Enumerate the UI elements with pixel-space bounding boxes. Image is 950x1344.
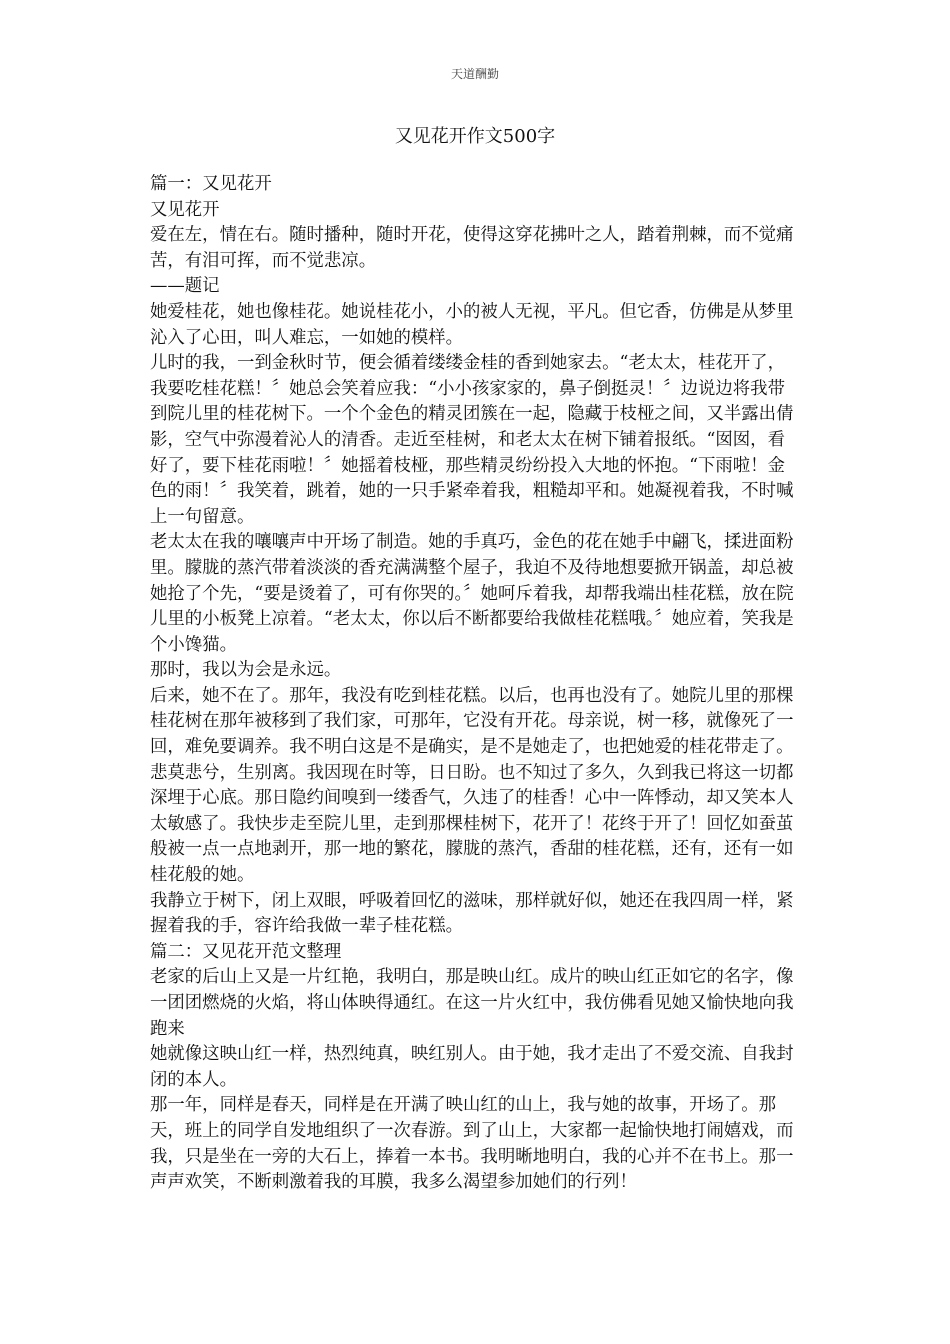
body-paragraph: 那一年，同样是春天，同样是在开满了映山红的山上，我与她的故事，开场了。那天，班上的同学自发地组织了一次春游。到了山上，大家都一起愉快地打闹嬉戏，而我，只是坐在一旁的大石上，捧着一本书。我明晰地明白，我的心并不在书上。那一声声欢笑，不断刺激着我的耳膜，我多么渴望参加她们的行列！ xyxy=(150,1095,794,1193)
section-heading: 篇二：又见花开范文整理 xyxy=(150,941,342,962)
essay-title: 又见花开 xyxy=(150,199,220,220)
document-body xyxy=(150,172,794,1196)
body-paragraph: 老家的后山上又是一片红艳，我明白，那是映山红。成片的映山红正如它的名字，像一团团燃烧的火焰，将山体映得通红。在这一片火红中，我仿佛看见她又愉快地向我跑来 xyxy=(150,967,794,1039)
section-heading: 篇一：又见花开 xyxy=(150,174,272,194)
epigraph-label: ——题记 xyxy=(150,276,220,297)
body-paragraph: 后来，她不在了。那年，我没有吃到桂花糕。以后，也再也没有了。她院儿里的那棵桂花树在那年被移到了我们家，可那年，它没有开花。母亲说，树一移，就像死了一回，难免要调养。我不明白这是不是确实，是不是她走了，也把她爱的桂花带走了。 xyxy=(150,685,794,758)
document-title: 又见花开作文500字 xyxy=(394,126,556,147)
body-paragraph: 她爱桂花，她也像桂花。她说桂花小，小的被人无视，平凡。但它香，仿佛是从梦里沁入了心田，叫人难忘，一如她的模样。 xyxy=(150,301,794,348)
body-paragraph: 老太太在我的嚷嚷声中开场了制造。她的手真巧，金色的花在她手中翩飞，揉进面粉里。朦胧的蒸汽带着淡淡的香充满满整个屋子，我迫不及待地想要掀开锅盖，却总被她抢了个先，“要是烫着了，可有你哭的。〞她呵斥着我，却帮我端出桂花糕，放在院儿里的小板凳上凉着。“老太太，你以后不断都要给我做桂花糕哦。〞她应着，笑我是个小馋猫。 xyxy=(150,532,794,655)
body-paragraph: 那时，我以为会是永远。 xyxy=(150,660,342,681)
body-paragraph: 悲莫悲兮，生别离。我因现在时等，日日盼。也不知过了多久，久到我已将这一切都深埋于心底。那日隐约间嗅到一缕香气，久违了的桂香！心中一阵悸动，却又笑本人太敏感了。我快步走至院儿里，走到那棵桂树下，花开了！花终于开了！回忆如蚕茧般被一点一点地剥开，那一地的繁花，朦胧的蒸汽，香甜的桂花糕，还有，还有一如桂花般的她。 xyxy=(150,762,794,886)
body-paragraph: 她就像这映山红一样，热烈纯真，映红别人。由于她，我才走出了不爱交流、自我封闭的本人。 xyxy=(150,1044,794,1090)
body-paragraph: 爱在左，情在右。随时播种，随时开花，使得这穿花拂叶之人，踏着荆棘，而不觉痛苦，有泪可挥，而不觉悲凉。 xyxy=(150,225,794,271)
page-header: 天道酬勤 xyxy=(450,67,499,81)
body-paragraph: 我静立于树下，闭上双眼，呼吸着回忆的滋味，那样就好似，她还在我四周一样，紧握着我的手，容许给我做一辈子桂花糕。 xyxy=(150,890,794,937)
body-paragraph: 儿时的我，一到金秋时节，便会循着缕缕金桂的香到她家去。“老太太，桂花开了，我要吃桂花糕！〞她总会笑着应我：“小小孩家家的，鼻子倒挺灵！〞边说边将我带到院儿里的桂花树下。一个个金色的精灵团簇在一起，隐藏于枝桠之间，又半露出倩影，空气中弥漫着沁人的清香。走近至桂树，和老太太在树下铺着报纸。“囡囡，看好了，要下桂花雨啦！〞她摇着枝桠，那些精灵纷纷投入大地的怀抱。“下雨啦！金色的雨！〞我笑着，跳着，她的一只手紧牵着我，粗糙却平和。她凝视着我，不时喊上一句留意。 xyxy=(150,353,794,527)
